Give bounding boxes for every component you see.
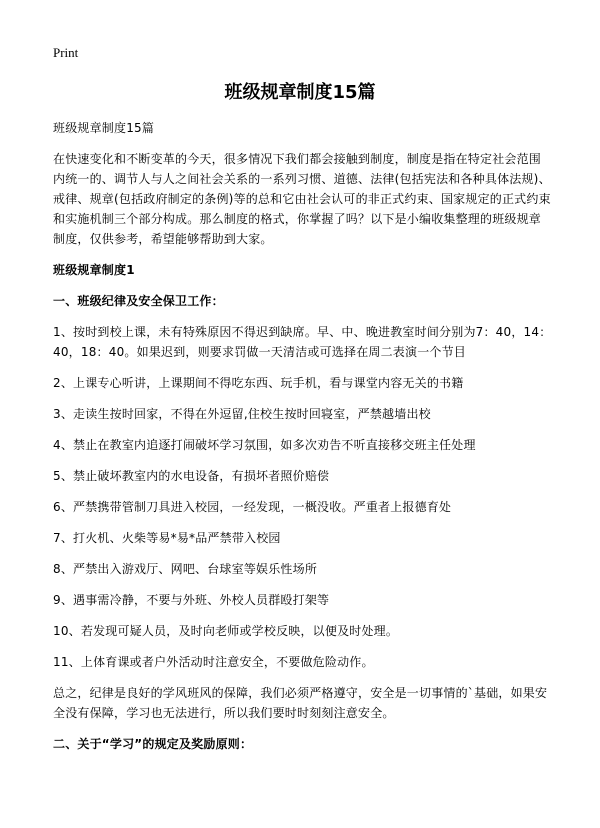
summary-paragraph: 总之，纪律是良好的学风班风的保障，我们必须严格遵守，安全是一切事情的`基础，如果安全没有保障，学习也无法进行，所以我们要时时刻刻注意安全。 xyxy=(53,686,548,720)
part1-heading: 一、班级纪律及安全保卫工作： xyxy=(53,294,224,308)
rule-item-10: 10、若发现可疑人员，及时向老师或学校反映，以便及时处理。 xyxy=(53,624,399,638)
rule-item-4: 4、禁止在教室内追逐打闹破坏学习氛围，如多次劝告不听直接移交班主任处理 xyxy=(53,438,476,452)
rule-item-7: 7、打火机、火柴等易*易*品严禁带入校园 xyxy=(53,531,281,545)
rule-item-5: 5、禁止破坏教室内的水电设备，有损坏者照价赔偿 xyxy=(53,469,330,483)
page-title: 班级规章制度15篇 xyxy=(224,82,376,103)
rule-item-1: 1、按时到校上课，未有特殊原因不得迟到缺席。早、中、晚进教室时间分别为7：40，14：40，18：40。如果迟到，则要求罚做一天清洁或可选择在周二表演一个节目 xyxy=(53,325,552,359)
print-link[interactable]: Print xyxy=(53,45,79,60)
document-subtitle: 班级规章制度15篇 xyxy=(53,121,155,135)
rule-item-6: 6、严禁携带管制刀具进入校园，一经发现，一概没收。严重者上报德育处 xyxy=(53,500,452,514)
part2-heading: 二、关于“学习”的规定及奖励原则： xyxy=(53,737,253,751)
rule-item-8: 8、严禁出入游戏厅、网吧、台球室等娱乐性场所 xyxy=(53,562,318,576)
rule-item-9: 9、遇事需冷静，不要与外班、外校人员群殴打架等 xyxy=(53,593,330,607)
rule-item-11: 11、上体育课或者户外活动时注意安全，不要做危险动作。 xyxy=(53,655,374,669)
rule-item-3: 3、走读生按时回家，不得在外逗留,住校生按时回寝室，严禁越墙出校 xyxy=(53,407,431,421)
rule-item-2: 2、上课专心听讲，上课期间不得吃东西、玩手机，看与课堂内容无关的书籍 xyxy=(53,376,464,390)
intro-paragraph: 在快速变化和不断变革的今天，很多情况下我们都会接触到制度，制度是指在特定社会范围内统一的、调节人与人之间社会关系的一系列习惯、道德、法律(包括宪法和各种具体法规)、戒律、规章(包括政府制定的条例)等的总和它由社会认可的非正式约束、国家规定的正式约束和实施机制三个部分构成。那么制度的格式，你掌握了吗？以下是小编收集整理的班级规章制度，仅供参考，希望能够帮助到大家。 xyxy=(53,152,551,246)
document-body xyxy=(53,118,553,765)
section-title: 班级规章制度1 xyxy=(53,263,135,277)
